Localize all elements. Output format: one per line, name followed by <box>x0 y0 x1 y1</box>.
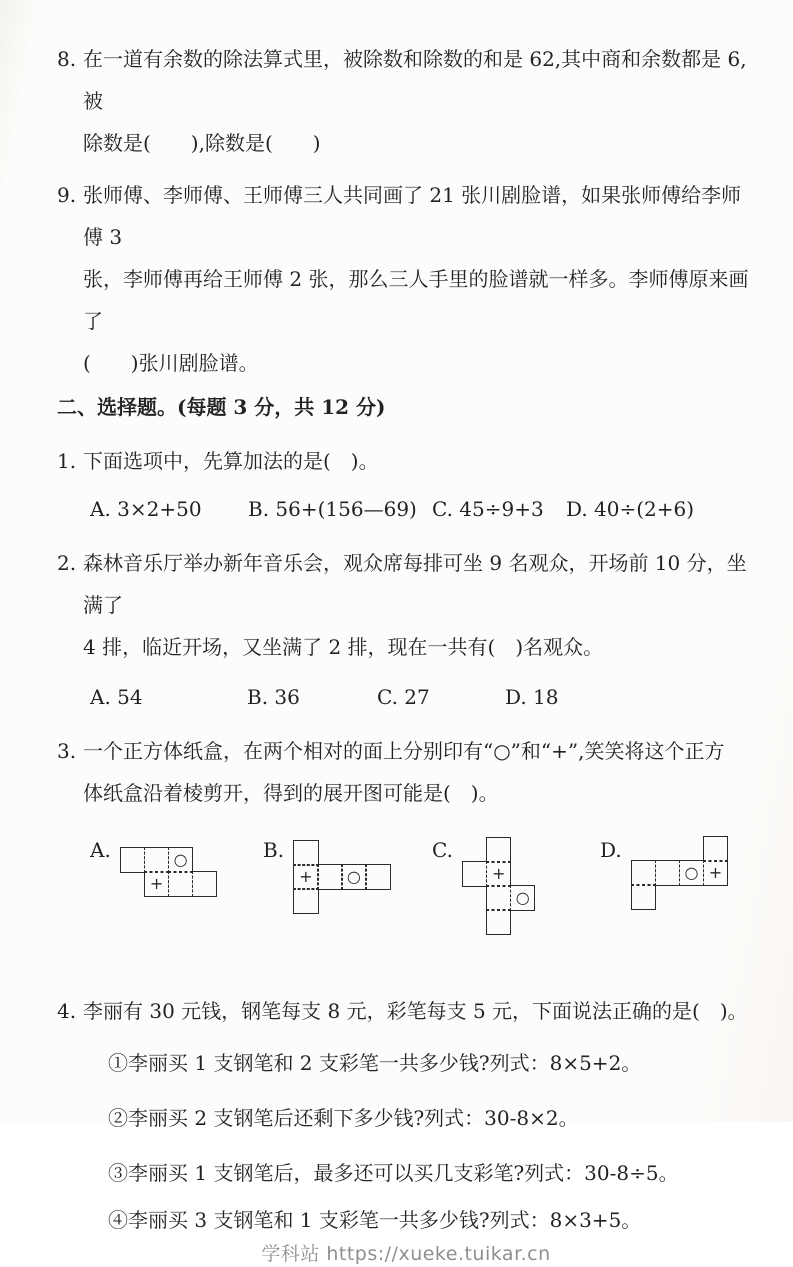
choice-question-4-number: 4. <box>57 999 77 1023</box>
question-8 <box>57 38 755 164</box>
choice-question-4-text: 李丽有 30 元钱，钢笔每支 8 元，彩笔每支 5 元，下面说法正确的是( )。 <box>83 999 748 1023</box>
net-cell <box>486 909 512 935</box>
plus-face: + <box>486 861 512 887</box>
net-label-a: A. <box>90 838 111 862</box>
choice-question-1 <box>57 440 755 482</box>
option-c: C. 45÷9+3 <box>432 497 544 521</box>
net-cell <box>293 840 319 866</box>
choice-question-2-options <box>90 676 755 718</box>
statement-2: ②李丽买 2 支钢笔后还剩下多少钱?列式：30-8×2。 <box>108 1106 579 1130</box>
net-label-d: D. <box>600 838 622 862</box>
net-cell <box>144 847 170 873</box>
question-8-line-1: 在一道有余数的除法算式里，被除数和除数的和是 62,其中商和余数都是 6,被 <box>83 47 747 113</box>
cube-net-option-a <box>90 834 217 897</box>
question-9-line-3: ( )张川剧脸谱。 <box>83 351 259 375</box>
question-9-line-1: 张师傅、李师傅、王师傅三人共同画了 21 张川剧脸谱，如果张师傅给李师傅 3 <box>83 183 742 249</box>
circle-face: ○ <box>510 885 536 911</box>
net-cell <box>365 864 391 890</box>
cube-net-a-diagram <box>120 847 218 897</box>
circle-face: ○ <box>341 864 367 890</box>
choice-question-3-line-2: 体纸盒沿着棱剪开，得到的展开图可能是( )。 <box>83 781 499 805</box>
net-cell <box>120 847 146 873</box>
choice-question-1-number: 1. <box>57 449 77 473</box>
cube-net-option-b <box>263 834 391 914</box>
choice-question-1-options <box>90 488 755 530</box>
cube-net-d-diagram <box>631 836 729 910</box>
net-cell <box>293 888 319 914</box>
net-label-b: B. <box>263 838 285 862</box>
question-8-number: 8. <box>57 47 77 71</box>
option-b: B. 36 <box>247 685 300 709</box>
plus-face: + <box>293 864 319 890</box>
statement-3: ③李丽买 1 支钢笔后，最多还可以买几支彩笔?列式：30-8÷5。 <box>108 1161 679 1185</box>
question-9-line-2: 张，李师傅再给王师傅 2 张，那么三人手里的脸谱就一样多。李师傅原来画了 <box>83 267 749 333</box>
question-8-line-2: 除数是( ),除数是( ) <box>83 131 321 155</box>
net-cell <box>703 836 729 862</box>
site-watermark: 学科站 https://xueke.tuikar.cn <box>261 1243 551 1265</box>
choice-question-1-text: 下面选项中，先算加法的是( )。 <box>83 449 379 473</box>
statement-4: ④李丽买 3 支钢笔和 1 支彩笔一共多少钱?列式：8×3+5。 <box>108 1208 642 1232</box>
plus-face: + <box>703 860 729 886</box>
section-two-title: 二、选择题。(每题 3 分，共 12 分) <box>57 395 386 419</box>
net-cell <box>168 871 194 897</box>
choice-question-2-line-2: 4 排，临近开场，又坐满了 2 排，现在一共有( )名观众。 <box>83 635 604 659</box>
option-d: D. 40÷(2+6) <box>566 497 695 521</box>
net-cell <box>486 885 512 911</box>
option-d: D. 18 <box>505 685 559 709</box>
circle-face: ○ <box>679 860 705 886</box>
question-9 <box>57 174 755 384</box>
net-cell <box>462 861 488 887</box>
cube-net-b-diagram <box>293 840 391 914</box>
question-9-number: 9. <box>57 183 77 207</box>
cube-net-c-diagram <box>462 837 536 935</box>
choice-question-3-number: 3. <box>57 739 77 763</box>
net-cell <box>317 864 343 890</box>
choice-question-3 <box>57 730 755 814</box>
option-c: C. 27 <box>377 685 430 709</box>
choice-question-2-line-1: 森林音乐厅举办新年音乐会，观众席每排可坐 9 名观众，开场前 10 分，坐满了 <box>83 551 747 617</box>
net-label-c: C. <box>432 838 453 862</box>
choice-question-4 <box>57 990 755 1032</box>
net-cell <box>486 837 512 863</box>
net-cell <box>631 884 657 910</box>
choice-question-2-number: 2. <box>57 551 77 575</box>
option-b: B. 56+(156—69) <box>248 497 417 521</box>
cube-net-option-c <box>432 834 535 935</box>
option-a: A. 3×2+50 <box>90 497 202 521</box>
circle-face: ○ <box>168 847 194 873</box>
net-cell <box>655 860 681 886</box>
net-cell <box>631 860 657 886</box>
plus-face: + <box>144 871 170 897</box>
net-cell <box>192 871 218 897</box>
option-a: A. 54 <box>90 685 143 709</box>
statement-1: ①李丽买 1 支钢笔和 2 支彩笔一共多少钱?列式：8×5+2。 <box>108 1051 642 1075</box>
cube-net-option-d <box>600 834 728 910</box>
choice-question-2 <box>57 542 755 668</box>
cube-net-diagrams <box>57 834 755 960</box>
choice-question-3-line-1: 一个正方体纸盒，在两个相对的面上分别印有“○”和“+”,笑笑将这个正方 <box>83 739 725 763</box>
